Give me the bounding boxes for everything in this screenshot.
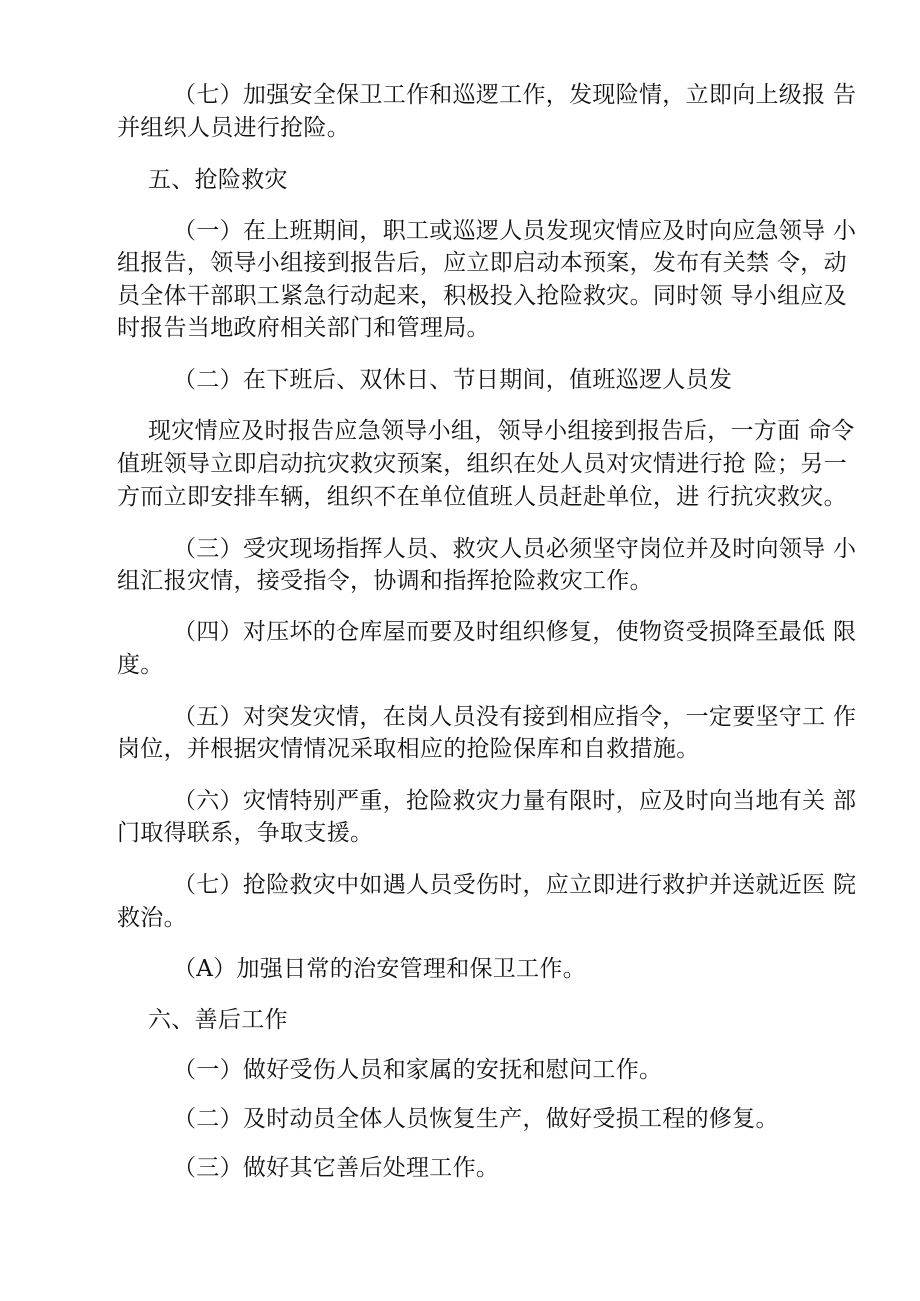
paragraph-line: （三）做好其它善后处理工作。	[173, 1155, 500, 1181]
paragraph-line: （六）灾情特别严重，抢险救灾力量有限时，应及时向当地有关 部	[173, 788, 857, 814]
paragraph-line: 岗位，并根据灾情情况采取相应的抢险保库和自救措施。	[117, 736, 700, 762]
paragraph-line: 度。	[117, 652, 164, 678]
paragraph-line: 组报告，领导小组接到报告后，应立即启动本预案，发布有关禁 令，动	[117, 250, 847, 276]
paragraph-line: （四）对压坏的仓库屋而要及时组织修复，使物资受损降至最低 限	[173, 619, 857, 645]
paragraph-line: （五）对突发灾情，在岗人员没有接到相应指令，一定要坚守工 作	[173, 704, 857, 730]
paragraph-line: 门取得联系，争取支援。	[117, 820, 374, 846]
paragraph-line: （A）加强日常的治安管理和保卫工作。	[173, 956, 587, 982]
paragraph-line: （二）在下班后、双休日、节日期间，值班巡逻人员发	[173, 367, 733, 393]
paragraph-line: （二）及时动员全体人员恢复生产，做好受损工程的修复。	[173, 1106, 779, 1132]
paragraph-line: 方而立即安排车辆，组织不在单位值班人员赶赴单位，进 行抗灾救灾。	[117, 484, 847, 510]
paragraph-line: （三）受灾现场指挥人员、救灾人员必须坚守岗位并及时向领导 小	[173, 536, 857, 562]
paragraph-line: （一）做好受伤人员和家属的安抚和慰问工作。	[173, 1057, 663, 1083]
paragraph-line: （七）加强安全保卫工作和巡逻工作，发现险情，立即向上级报 告	[173, 82, 857, 108]
paragraph-line: 员全体干部职工紧急行动起来，积极投入抢险救灾。同时领 导小组应及	[117, 283, 847, 309]
paragraph-line: 组汇报灾情，接受指令，协调和指挥抢险救灾工作。	[117, 568, 653, 594]
paragraph-line: 救治。	[117, 905, 187, 931]
paragraph-line: （七）抢险救灾中如遇人员受伤时，应立即进行救护并送就近医 院	[173, 872, 857, 898]
paragraph-line: 时报告当地政府相关部门和管理局。	[117, 315, 490, 341]
paragraph-line: 并组织人员进行抢险。	[117, 115, 350, 141]
section-heading: 六、善后工作	[148, 1007, 288, 1033]
paragraph-line: 值班领导立即启动抗灾救灾预案，组织在处人员对灾情进行抢 险；另一	[117, 451, 847, 477]
section-heading: 五、抢险救灾	[148, 167, 288, 193]
paragraph-line: （一）在上班期间，职工或巡逻人员发现灾情应及时向应急领导 小	[173, 218, 857, 244]
paragraph-line: 现灾情应及时报告应急领导小组，领导小组接到报告后，一方面 命令	[148, 418, 855, 444]
